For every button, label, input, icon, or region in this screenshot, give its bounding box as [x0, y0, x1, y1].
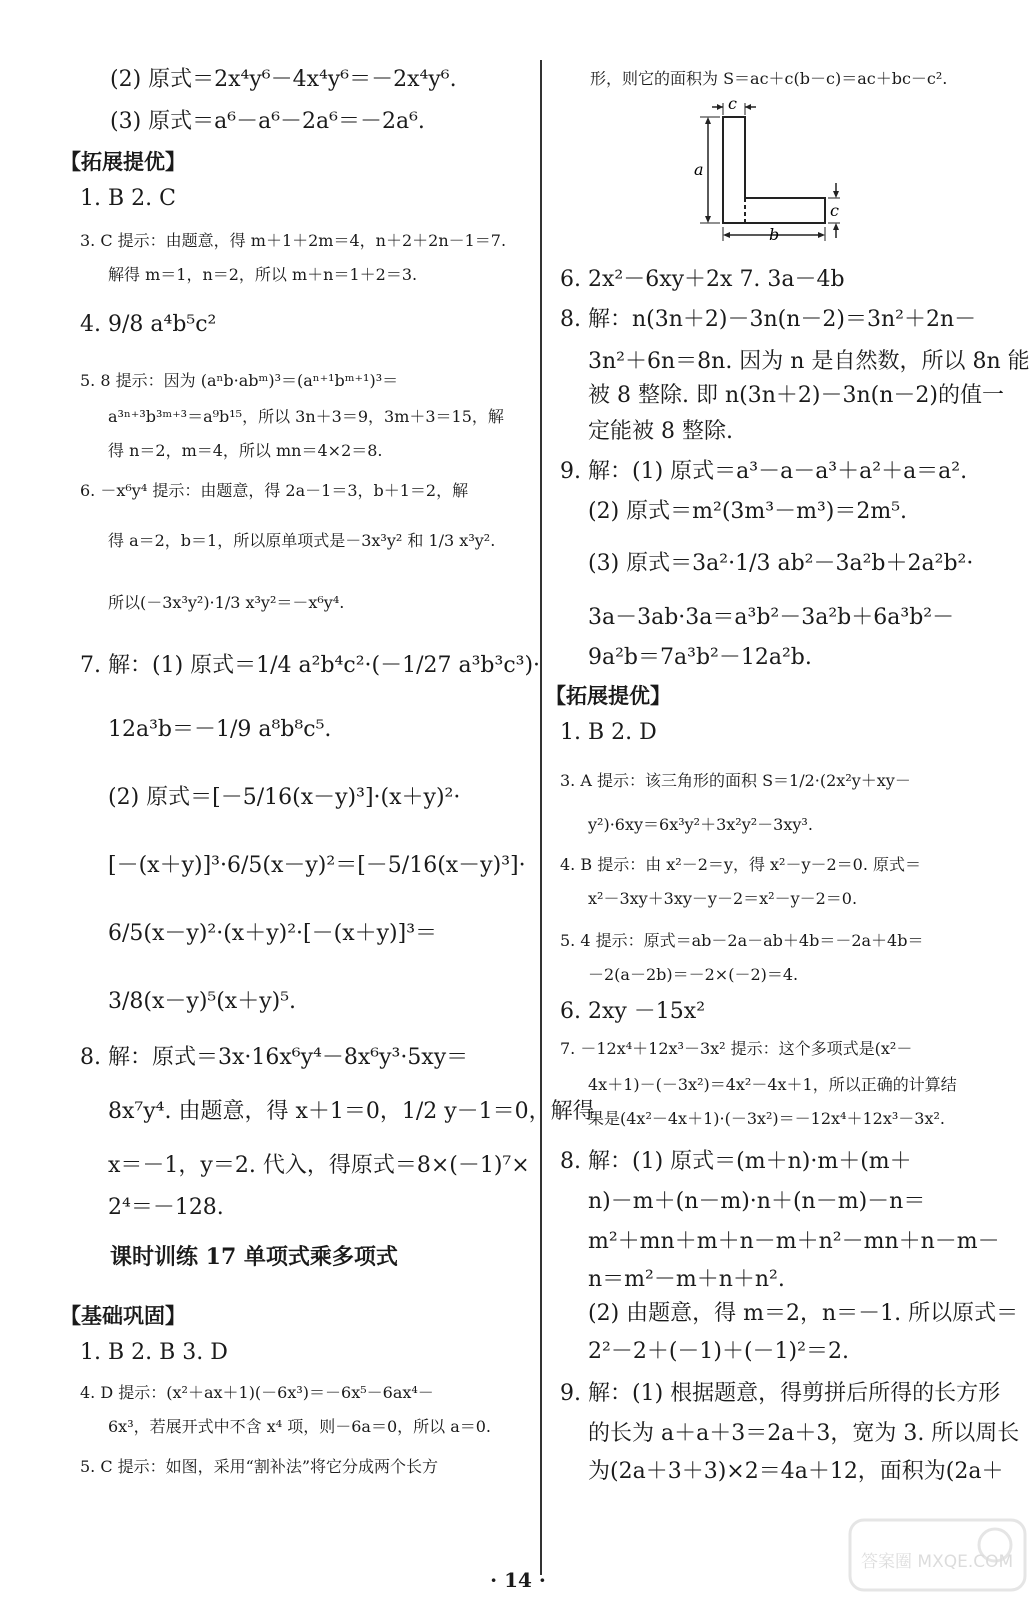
right-line: 3a－3ab·3a＝a³b²－3a²b＋6a³b²－: [588, 605, 955, 630]
left-line: 1. B 2. C: [80, 186, 176, 211]
right-line: 果是(4x²－4x＋1)·(－3x²)＝－12x⁴＋12x³－3x².: [588, 1109, 945, 1128]
l-shape-figure: [690, 95, 850, 245]
right-line: 【拓展提优】: [545, 683, 671, 708]
left-line: 得 n＝2，m＝4，所以 mn＝4×2＝8.: [108, 441, 383, 460]
lesson-title: 课时训练 17 单项式乘多项式: [110, 1244, 398, 1270]
right-line: n)－m＋(n－m)·n＋(n－m)－n＝: [588, 1189, 926, 1214]
column-divider: [540, 60, 542, 1575]
page-number: · 14 ·: [490, 1568, 546, 1592]
left-line: 3/8(x－y)⁵(x＋y)⁵.: [108, 989, 297, 1014]
left-line: 得 a＝2，b＝1，所以原单项式是－3x³y² 和 1/3 x³y².: [108, 531, 496, 550]
l-shape-outline: [723, 117, 825, 223]
watermark-text: 答案圈 MXQE.COM: [861, 1552, 1014, 1572]
right-line: n＝m²－m＋n＋n².: [588, 1267, 785, 1292]
left-line: 4. 9/8 a⁴b⁵c²: [80, 312, 217, 337]
left-line: 2⁴＝－128.: [108, 1195, 224, 1220]
left2-line: 4. D 提示：(x²＋ax＋1)(－6x³)＝－6x⁵－6ax⁴－: [80, 1383, 434, 1402]
right-line: 7. －12x⁴＋12x³－3x² 提示：这个多项式是(x²－: [560, 1039, 913, 1058]
right-line: m²＋mn＋m＋n－m＋n²－mn＋n－m－: [588, 1229, 1000, 1254]
left-line: x＝－1，y＝2. 代入，得原式＝8×(－1)⁷×: [108, 1153, 530, 1178]
left-line: 6. －x⁶y⁴ 提示：由题意，得 2a－1＝3，b＋1＝2，解: [80, 481, 469, 500]
right-line: 被 8 整除. 即 n(3n＋2)－3n(n－2)的值一: [588, 383, 1004, 408]
left-line: 【拓展提优】: [60, 149, 186, 174]
left-line: 6/5(x－y)²·(x＋y)²·[－(x＋y)]³＝: [108, 921, 438, 946]
left-line: 8x⁷y⁴. 由题意，得 x＋1＝0，1/2 y－1＝0，解得: [108, 1099, 595, 1124]
left-line: (3) 原式＝a⁶－a⁶－2a⁶＝－2a⁶.: [110, 109, 425, 134]
watermark-logo: [845, 1515, 1030, 1595]
left-line: 解得 m＝1，n＝2，所以 m＋n＝1＋2＝3.: [108, 265, 418, 284]
left2-line: 1. B 2. B 3. D: [80, 1340, 228, 1365]
label-a: a: [694, 160, 704, 179]
right-line: 9a²b＝7a³b²－12a²b.: [588, 645, 812, 670]
label-c-right: c: [830, 201, 839, 220]
right-line: (3) 原式＝3a²·1/3 ab²－3a²b＋2a²b²·: [588, 551, 974, 576]
right-line: 6. 2x²－6xy＋2x 7. 3a－4b: [560, 267, 845, 292]
right-line: 形，则它的面积为 S＝ac＋c(b－c)＝ac＋bc－c².: [590, 69, 948, 88]
right-line: 3. A 提示：该三角形的面积 S＝1/2·(2x²y＋xy－: [560, 771, 911, 790]
right-line: (2) 原式＝m²(3m³－m³)＝2m⁵.: [588, 499, 908, 524]
label-b: b: [769, 225, 780, 244]
left-line: a³ⁿ⁺³b³ᵐ⁺³＝a⁹b¹⁵，所以 3n＋3＝9，3m＋3＝15，解: [108, 407, 504, 426]
left-line: 8. 解：原式＝3x·16x⁶y⁴－8x⁶y³·5xy＝: [80, 1045, 469, 1070]
left-line: 7. 解：(1) 原式＝1/4 a²b⁴c²·(－1/27 a³b³c³)·: [80, 653, 541, 678]
right-line: 8. 解：(1) 原式＝(m＋n)·m＋(m＋: [560, 1149, 912, 1174]
right-line: 9. 解：(1) 原式＝a³－a－a³＋a²＋a＝a².: [560, 459, 968, 484]
left-line: 12a³b＝－1/9 a⁸b⁸c⁵.: [108, 717, 332, 742]
right-line: 1. B 2. D: [560, 720, 657, 745]
left2-line: 5. C 提示：如图，采用“割补法”将它分成两个长方: [80, 1457, 439, 1476]
right-line: x²－3xy＋3xy－y－2＝x²－y－2＝0.: [588, 889, 858, 908]
left-line: 所以(－3x³y²)·1/3 x³y²＝－x⁶y⁴.: [108, 593, 345, 612]
right-line: 的长为 a＋a＋3＝2a＋3，宽为 3. 所以周长: [588, 1421, 1020, 1446]
right-line: (2) 由题意，得 m＝2，n＝－1. 所以原式＝: [588, 1301, 1019, 1326]
left-line: [－(x＋y)]³·6/5(x－y)²＝[－5/16(x－y)³]·: [108, 853, 526, 878]
left-line: 3. C 提示：由题意，得 m＋1＋2m＝4，n＋2＋2n－1＝7.: [80, 231, 507, 250]
right-line: y²)·6xy＝6x³y²＋3x²y²－3xy³.: [588, 815, 813, 834]
right-line: 为(2a＋3＋3)×2＝4a＋12，面积为(2a＋: [588, 1459, 1004, 1484]
left-line: (2) 原式＝[－5/16(x－y)³]·(x＋y)²·: [108, 785, 461, 810]
right-line: 4x＋1)－(－3x²)＝4x²－4x＋1，所以正确的计算结: [588, 1075, 957, 1094]
right-line: 4. B 提示：由 x²－2＝y，得 x²－y－2＝0. 原式＝: [560, 855, 922, 874]
left-line: 5. 8 提示：因为 (aⁿb·abᵐ)³＝(aⁿ⁺¹bᵐ⁺¹)³＝: [80, 371, 399, 390]
label-c-top: c: [728, 95, 737, 113]
left2-line: 【基础巩固】: [60, 1303, 186, 1328]
right-line: 2²－2＋(－1)＋(－1)²＝2.: [588, 1339, 849, 1364]
left2-line: 6x³，若展开式中不含 x⁴ 项，则－6a＝0，所以 a＝0.: [108, 1417, 492, 1436]
right-line: 6. 2xy －15x²: [560, 999, 706, 1024]
left-line: (2) 原式＝2x⁴y⁶－4x⁴y⁶＝－2x⁴y⁶.: [110, 67, 457, 92]
right-line: －2(a－2b)＝－2×(－2)＝4.: [588, 965, 799, 984]
right-line: 3n²＋6n＝8n. 因为 n 是自然数，所以 8n 能: [588, 349, 1030, 374]
right-line: 定能被 8 整除.: [588, 419, 733, 444]
right-line: 9. 解：(1) 根据题意，得剪拼后所得的长方形: [560, 1381, 1001, 1406]
right-line: 8. 解：n(3n＋2)－3n(n－2)＝3n²＋2n－: [560, 307, 977, 332]
right-line: 5. 4 提示：原式＝ab－2a－ab＋4b＝－2a＋4b＝: [560, 931, 924, 950]
